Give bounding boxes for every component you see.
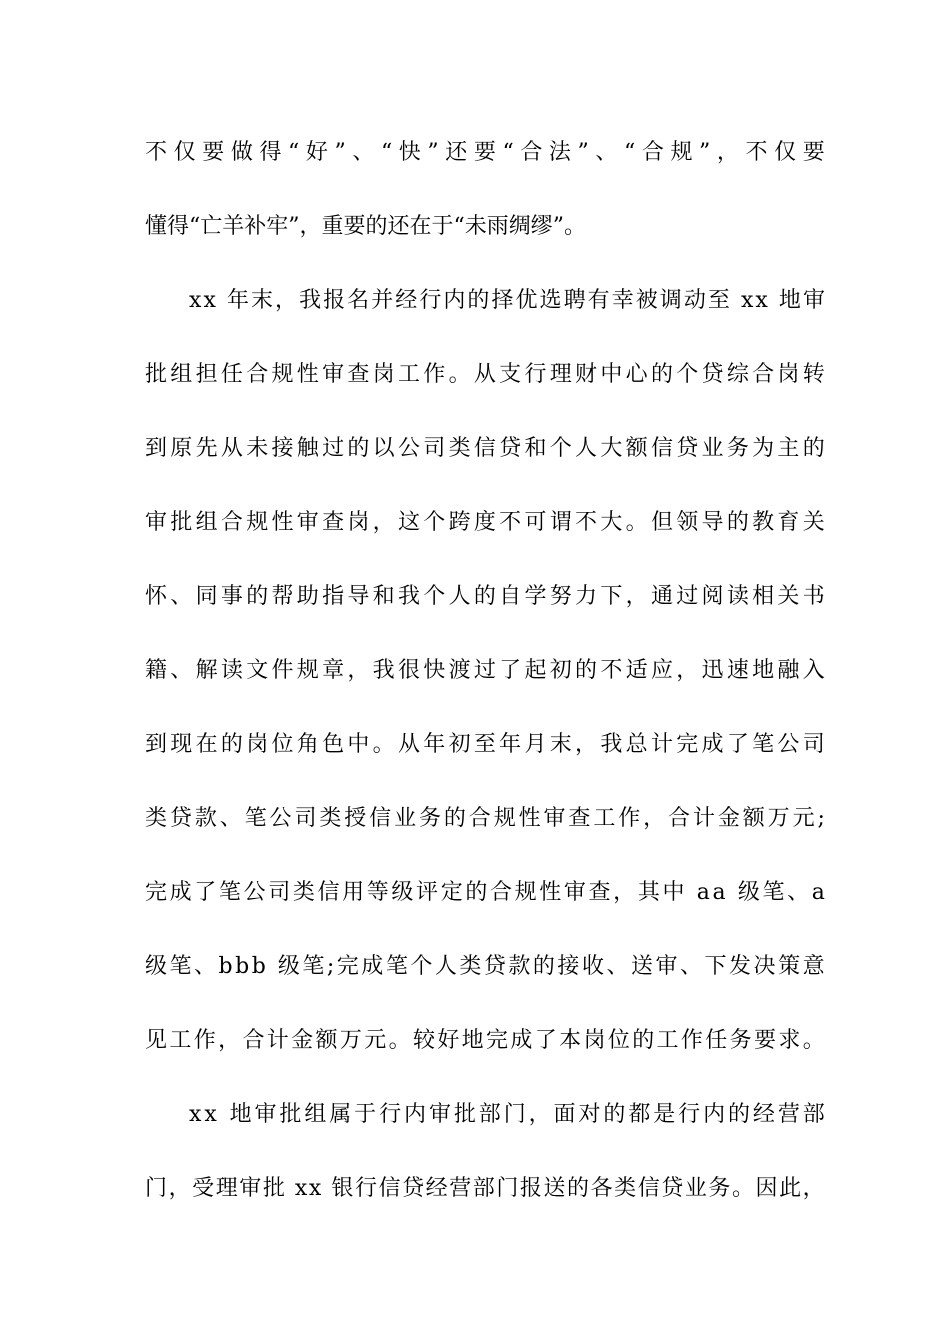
text-line: 籍 、 解 读 文 件 规 章 ， 我 很 快 渡 过 了 起 初 的 不 适 应 ， 迅 速 地 融 入	[145, 658, 825, 683]
text-line: 类 贷 款 、 笔 公 司 类 授 信 业 务 的 合 规 性 审 查 工 作 ， 合 计 金 额 万 元 ;	[145, 806, 825, 831]
text-line: 怀 、 同 事 的 帮 助 指 导 和 我 个 人 的 自 学 努 力 下 ， 通 过 阅 读 相 关 书	[145, 584, 825, 609]
text-line: 懂得“亡羊补牢”，重要的还在于“未雨绸缪”。	[145, 214, 586, 239]
body-text	[145, 130, 825, 1240]
text-line: 到 现 在 的 岗 位 角 色 中 。 从 年 初 至 年 月 末 ， 我 总 计 完 成 了 笔 公 司	[145, 732, 825, 757]
text-line: x x 年 末 ， 我 报 名 并 经 行 内 的 择 优 选 聘 有 幸 被 调 动 至 x x 地 审	[189, 288, 825, 313]
text-line: 完 成 了 笔 公 司 类 信 用 等 级 评 定 的 合 规 性 审 查 ， 其 中 a a 级 笔 、 a	[145, 880, 825, 905]
text-line: 见 工 作 ， 合 计 金 额 万 元 。 较 好 地 完 成 了 本 岗 位 的 工 作 任 务 要 求 。	[145, 1028, 825, 1053]
text-line: 门 ， 受 理 审 批 x x 银 行 信 贷 经 营 部 门 报 送 的 各 类 信 贷 业 务 。 因 此 ，	[145, 1176, 825, 1201]
text-line: 批 组 担 任 合 规 性 审 查 岗 工 作 。 从 支 行 理 财 中 心 的 个 贷 综 合 岗 转	[145, 362, 825, 387]
text-line: 级 笔 、 b b b 级 笔 ; 完 成 笔 个 人 类 贷 款 的 接 收 、 送 审 、 下 发 决 策 意	[145, 954, 825, 979]
text-line: x x 地 审 批 组 属 于 行 内 审 批 部 门 ， 面 对 的 都 是 行 内 的 经 营 部	[189, 1102, 825, 1127]
text-line: 审 批 组 合 规 性 审 查 岗 ， 这 个 跨 度 不 可 谓 不 大 。 但 领 导 的 教 育 关	[145, 510, 825, 535]
text-line: 不 仅 要 做 得 “ 好 ” 、 “ 快 ” 还 要 “ 合 法 ” 、 “ 合 规 ” ， 不 仅 要	[145, 140, 825, 165]
text-line: 到 原 先 从 未 接 触 过 的 以 公 司 类 信 贷 和 个 人 大 额 信 贷 业 务 为 主 的	[145, 436, 825, 461]
